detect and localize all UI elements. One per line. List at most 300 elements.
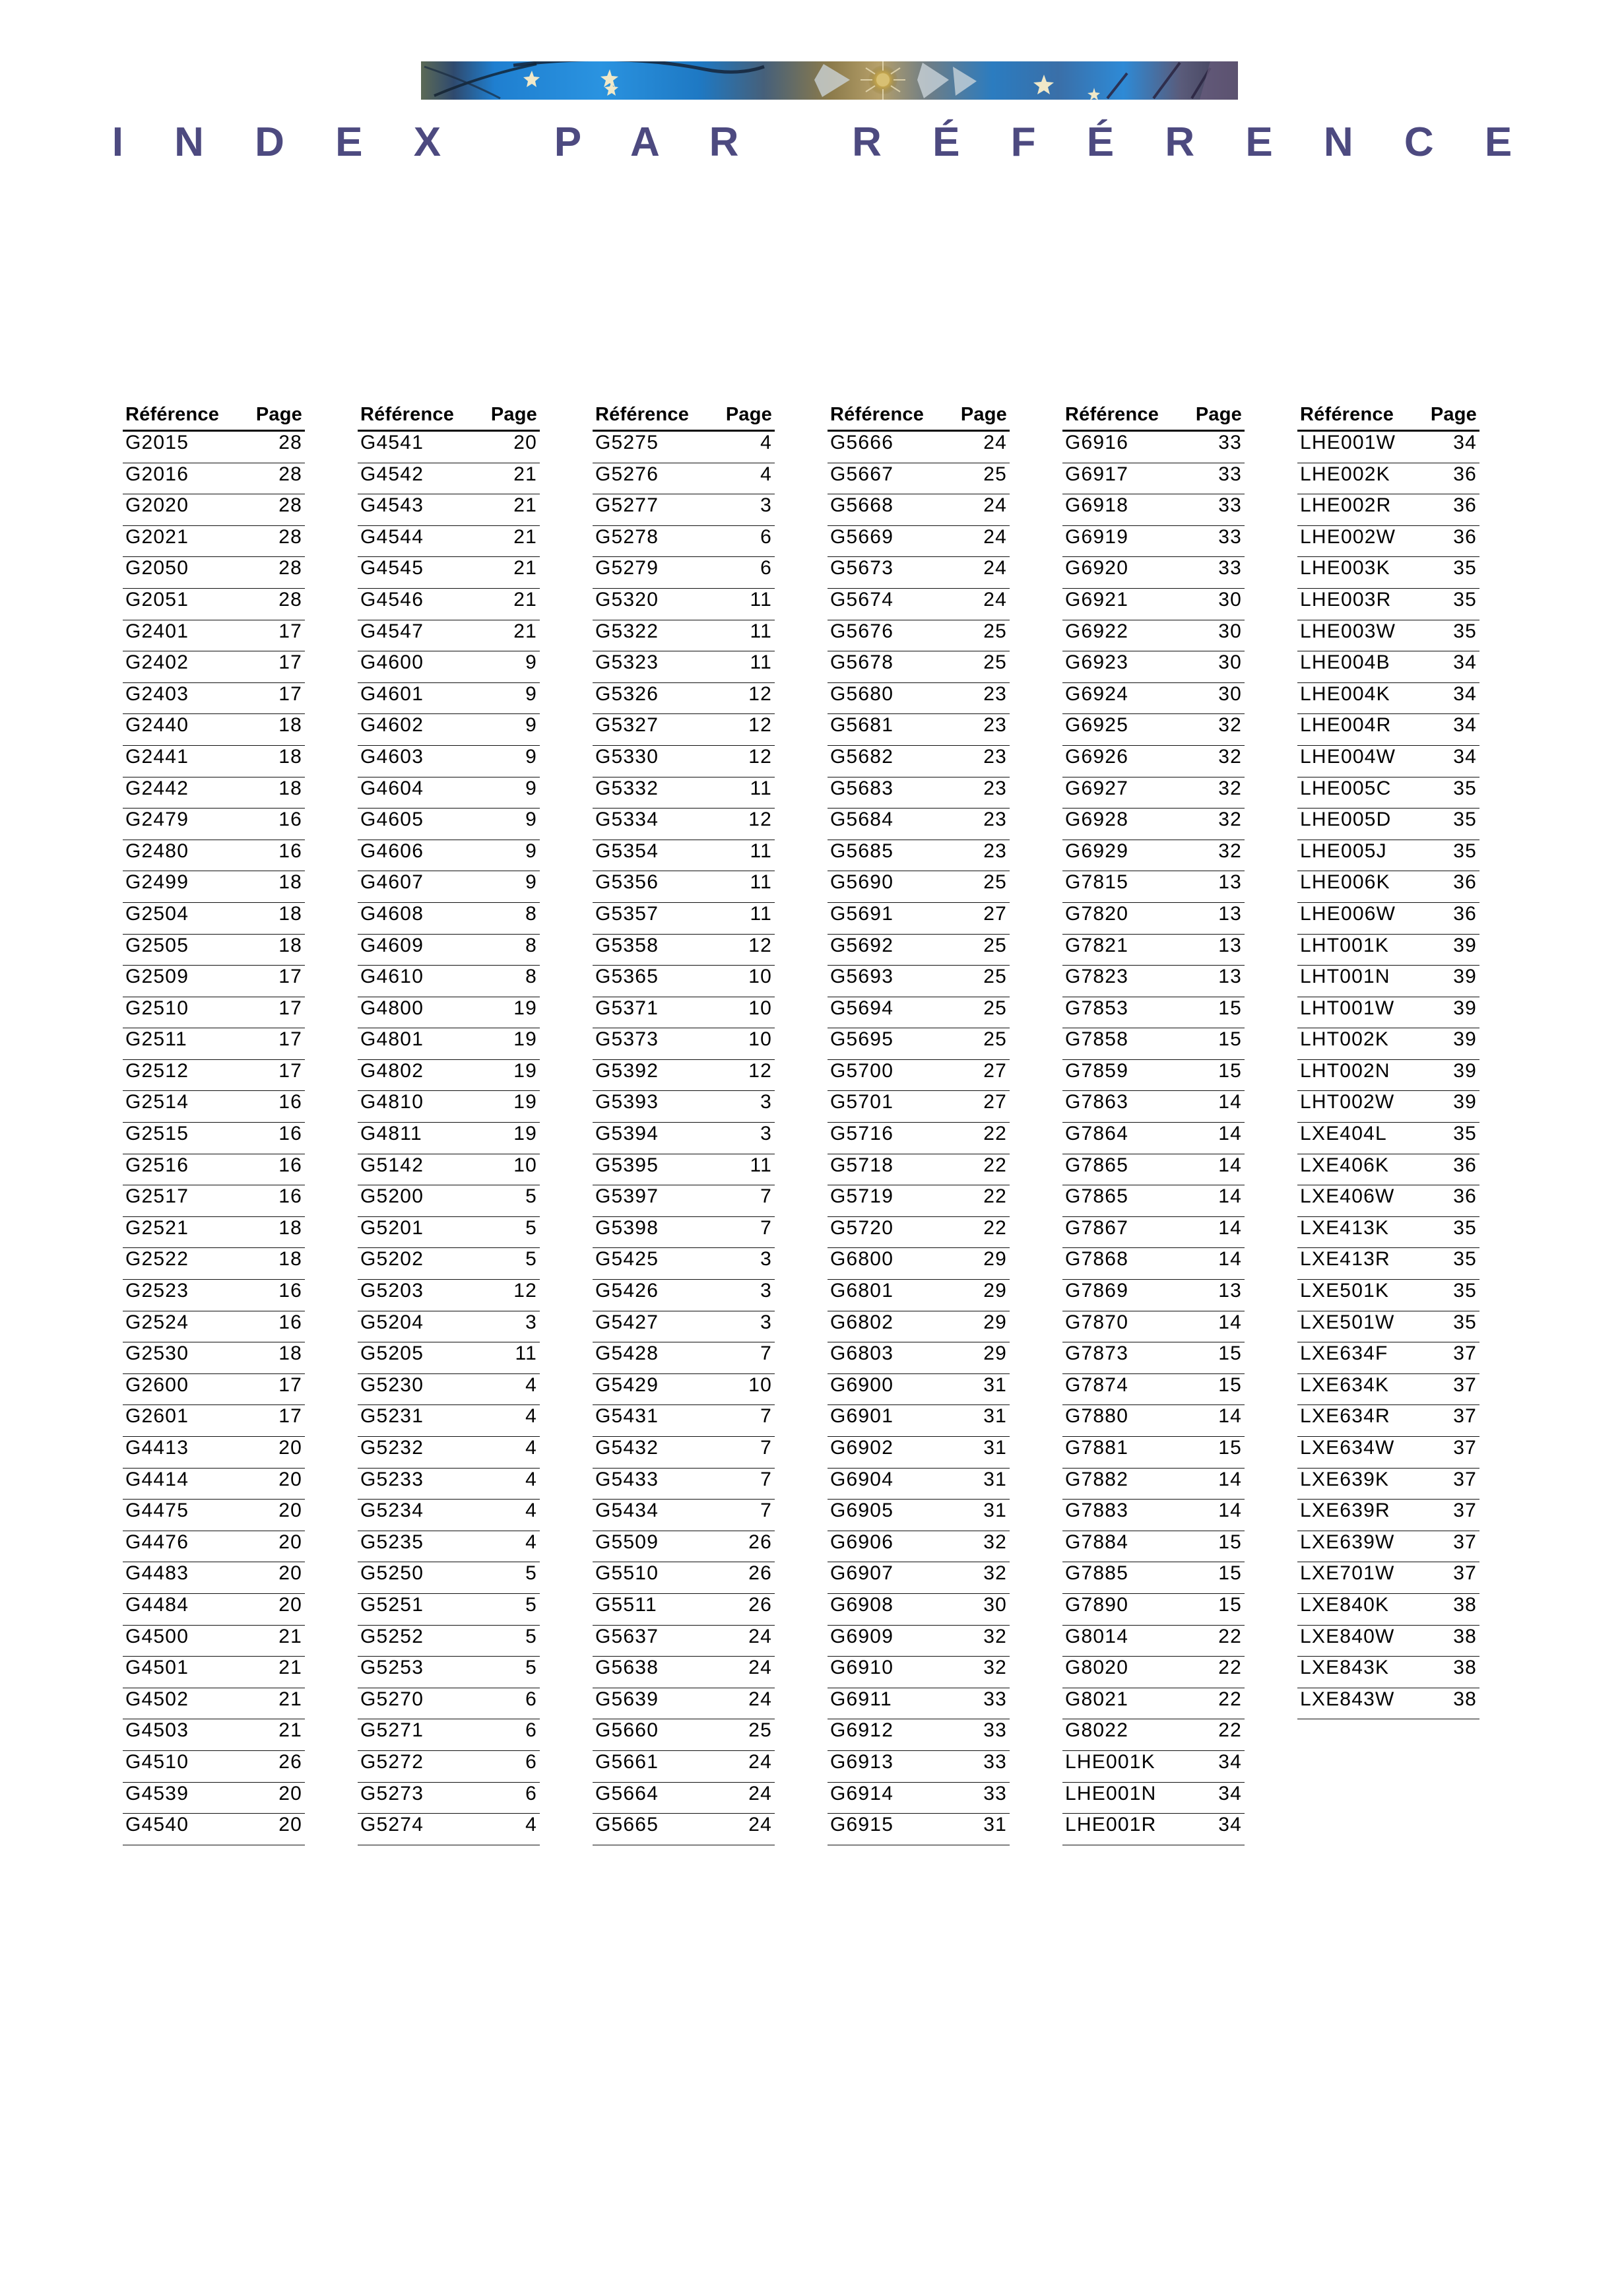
table-row[interactable]	[1297, 746, 1479, 777]
table-row[interactable]	[828, 1405, 1010, 1437]
table-row[interactable]	[1062, 1594, 1245, 1626]
table-row[interactable]	[123, 1154, 305, 1186]
table-row[interactable]	[1297, 966, 1479, 997]
table-row[interactable]	[1297, 1405, 1479, 1437]
table-row[interactable]	[358, 1562, 540, 1594]
table-row[interactable]	[358, 871, 540, 903]
cell-page: 23	[983, 840, 1007, 862]
table-row[interactable]	[593, 1688, 775, 1720]
table-row[interactable]	[1062, 809, 1245, 840]
table-row[interactable]	[1297, 997, 1479, 1029]
table-row[interactable]	[828, 777, 1010, 809]
table-row[interactable]	[358, 997, 540, 1029]
cell-page: 37	[1453, 1500, 1477, 1522]
table-row[interactable]	[358, 463, 540, 495]
table-row[interactable]	[1062, 1311, 1245, 1343]
table-row[interactable]	[1062, 1469, 1245, 1500]
table-row[interactable]	[1062, 463, 1245, 495]
table-row[interactable]	[123, 1531, 305, 1563]
table-row[interactable]	[123, 1719, 305, 1751]
table-row[interactable]	[828, 1374, 1010, 1406]
table-row[interactable]	[123, 840, 305, 872]
cell-page: 35	[1453, 1123, 1477, 1145]
table-row[interactable]	[123, 1594, 305, 1626]
cell-page: 21	[278, 1625, 302, 1647]
cell-reference: G5250	[360, 1562, 424, 1585]
table-row[interactable]	[828, 1719, 1010, 1751]
table-row[interactable]	[1297, 1374, 1479, 1406]
table-row[interactable]	[358, 1783, 540, 1814]
cell-reference: LXE840K	[1300, 1593, 1390, 1616]
table-row[interactable]	[1297, 651, 1479, 683]
table-row[interactable]	[1062, 1091, 1245, 1123]
table-row[interactable]	[1297, 1500, 1479, 1531]
cell-reference: G5279	[595, 557, 659, 579]
table-row[interactable]	[593, 1091, 775, 1123]
cell-page: 26	[748, 1531, 772, 1553]
table-row[interactable]	[1062, 1248, 1245, 1280]
table-row[interactable]	[1297, 432, 1479, 463]
table-row[interactable]	[1297, 1626, 1479, 1657]
table-row[interactable]	[123, 1814, 305, 1845]
cell-reference: G6906	[830, 1531, 894, 1553]
table-row[interactable]	[1297, 557, 1479, 589]
table-row[interactable]	[123, 1688, 305, 1720]
table-row[interactable]	[828, 1626, 1010, 1657]
table-row[interactable]	[1062, 777, 1245, 809]
table-row[interactable]	[593, 809, 775, 840]
table-row[interactable]	[1297, 1091, 1479, 1123]
table-row[interactable]	[593, 1280, 775, 1311]
table-row[interactable]	[123, 1342, 305, 1374]
table-row[interactable]	[593, 1814, 775, 1845]
table-row[interactable]	[1062, 1060, 1245, 1092]
table-row[interactable]	[593, 1405, 775, 1437]
table-row[interactable]	[1062, 1751, 1245, 1783]
table-row[interactable]	[1062, 1342, 1245, 1374]
table-row[interactable]	[593, 620, 775, 652]
table-row[interactable]	[123, 966, 305, 997]
table-row[interactable]	[1297, 1342, 1479, 1374]
table-row[interactable]	[123, 903, 305, 935]
table-row[interactable]	[358, 1154, 540, 1186]
table-row[interactable]	[123, 1374, 305, 1406]
table-row[interactable]	[123, 1751, 305, 1783]
table-row[interactable]	[593, 1311, 775, 1343]
table-row[interactable]	[358, 1814, 540, 1845]
table-row[interactable]	[593, 935, 775, 966]
table-row[interactable]	[1297, 463, 1479, 495]
table-row[interactable]	[1297, 1217, 1479, 1249]
table-row[interactable]	[358, 1185, 540, 1217]
table-row[interactable]	[123, 526, 305, 558]
cell-reference: G6904	[830, 1468, 894, 1490]
table-row[interactable]	[828, 966, 1010, 997]
table-row[interactable]	[358, 1374, 540, 1406]
table-row[interactable]	[1062, 1185, 1245, 1217]
table-row[interactable]	[593, 1248, 775, 1280]
cell-page: 11	[750, 588, 772, 611]
table-row[interactable]	[1062, 746, 1245, 777]
table-row[interactable]	[593, 494, 775, 526]
table-row[interactable]	[593, 1060, 775, 1092]
table-row[interactable]	[828, 1185, 1010, 1217]
cell-reference: G6920	[1065, 557, 1129, 579]
table-row[interactable]	[123, 1028, 305, 1060]
table-row[interactable]	[593, 557, 775, 589]
table-row[interactable]	[593, 1469, 775, 1500]
table-row[interactable]	[828, 1123, 1010, 1154]
table-row[interactable]	[1297, 777, 1479, 809]
table-row[interactable]	[1297, 1469, 1479, 1500]
table-row[interactable]	[1062, 903, 1245, 935]
table-row[interactable]	[1062, 1719, 1245, 1751]
table-row[interactable]	[593, 871, 775, 903]
table-row[interactable]	[123, 1469, 305, 1500]
table-row[interactable]	[828, 1280, 1010, 1311]
table-row[interactable]	[593, 1531, 775, 1563]
table-row[interactable]	[593, 1562, 775, 1594]
table-row[interactable]	[123, 557, 305, 589]
table-row[interactable]	[1062, 1437, 1245, 1469]
table-row[interactable]	[1297, 935, 1479, 966]
table-row[interactable]	[593, 526, 775, 558]
cell-reference: LHT001W	[1300, 997, 1395, 1019]
table-row[interactable]	[593, 651, 775, 683]
table-row[interactable]	[828, 589, 1010, 620]
table-row[interactable]	[358, 1437, 540, 1469]
table-row[interactable]	[828, 1342, 1010, 1374]
table-row[interactable]	[593, 463, 775, 495]
table-row[interactable]	[1297, 1311, 1479, 1343]
table-row[interactable]	[358, 1311, 540, 1343]
table-row[interactable]	[1062, 526, 1245, 558]
table-row[interactable]	[358, 1217, 540, 1249]
cell-page: 11	[750, 620, 772, 642]
table-row[interactable]	[593, 1657, 775, 1688]
table-row[interactable]	[1062, 620, 1245, 652]
table-row[interactable]	[358, 1719, 540, 1751]
table-row[interactable]	[1297, 1154, 1479, 1186]
table-row[interactable]	[828, 935, 1010, 966]
table-row[interactable]	[1297, 1594, 1479, 1626]
table-row[interactable]	[1062, 651, 1245, 683]
table-row[interactable]	[1297, 1688, 1479, 1720]
table-row[interactable]	[358, 1531, 540, 1563]
table-row[interactable]	[123, 1783, 305, 1814]
table-row[interactable]	[1297, 1280, 1479, 1311]
table-row[interactable]	[123, 1311, 305, 1343]
table-row[interactable]	[1297, 1185, 1479, 1217]
table-row[interactable]	[123, 714, 305, 746]
table-row[interactable]	[123, 1437, 305, 1469]
table-row[interactable]	[1062, 1688, 1245, 1720]
table-row[interactable]	[828, 463, 1010, 495]
table-row[interactable]	[828, 1060, 1010, 1092]
table-row[interactable]	[593, 1783, 775, 1814]
table-row[interactable]	[593, 1123, 775, 1154]
table-row[interactable]	[1062, 1028, 1245, 1060]
cell-page: 17	[278, 1373, 302, 1396]
table-row[interactable]	[358, 1091, 540, 1123]
table-row[interactable]	[123, 1562, 305, 1594]
cell-reference: G5270	[360, 1688, 424, 1710]
table-row[interactable]	[1297, 903, 1479, 935]
column-header	[358, 404, 540, 432]
table-row[interactable]	[1297, 1123, 1479, 1154]
table-row[interactable]	[123, 463, 305, 495]
table-row[interactable]	[358, 777, 540, 809]
table-row[interactable]	[828, 1751, 1010, 1783]
table-row[interactable]	[828, 1248, 1010, 1280]
table-row[interactable]	[593, 746, 775, 777]
cell-reference: G7881	[1065, 1437, 1129, 1459]
table-row[interactable]	[593, 1751, 775, 1783]
table-row[interactable]	[1297, 840, 1479, 872]
table-row[interactable]	[123, 871, 305, 903]
table-row[interactable]	[828, 1594, 1010, 1626]
table-row[interactable]	[1062, 997, 1245, 1029]
table-row[interactable]	[358, 494, 540, 526]
table-row[interactable]	[358, 432, 540, 463]
cell-page: 22	[983, 1123, 1007, 1145]
table-row[interactable]	[593, 1342, 775, 1374]
table-row[interactable]	[123, 1091, 305, 1123]
table-row[interactable]	[358, 966, 540, 997]
table-row[interactable]	[1062, 1374, 1245, 1406]
table-row[interactable]	[1062, 1123, 1245, 1154]
table-row[interactable]	[593, 903, 775, 935]
table-row[interactable]	[358, 1028, 540, 1060]
table-row[interactable]	[593, 1594, 775, 1626]
table-row[interactable]	[1062, 1154, 1245, 1186]
table-row[interactable]	[593, 1028, 775, 1060]
table-row[interactable]	[1297, 809, 1479, 840]
table-row[interactable]	[358, 526, 540, 558]
table-row[interactable]	[828, 494, 1010, 526]
table-row[interactable]	[1062, 1500, 1245, 1531]
table-row[interactable]	[123, 1248, 305, 1280]
table-row[interactable]	[358, 1688, 540, 1720]
cell-reference: LXE501K	[1300, 1280, 1390, 1302]
table-row[interactable]	[828, 1154, 1010, 1186]
table-row[interactable]	[593, 997, 775, 1029]
cell-page: 9	[525, 651, 537, 674]
table-row[interactable]	[828, 1688, 1010, 1720]
table-row[interactable]	[123, 1217, 305, 1249]
table-row[interactable]	[593, 1154, 775, 1186]
table-row[interactable]	[1297, 1531, 1479, 1563]
table-row[interactable]	[1062, 935, 1245, 966]
table-row[interactable]	[123, 1657, 305, 1688]
cell-page: 4	[525, 1531, 537, 1553]
table-row[interactable]	[1062, 683, 1245, 715]
header-page-label: Page	[255, 404, 302, 425]
table-row[interactable]	[593, 1217, 775, 1249]
table-row[interactable]	[1062, 1217, 1245, 1249]
table-row[interactable]	[123, 494, 305, 526]
cell-page: 28	[278, 432, 302, 453]
table-row[interactable]	[828, 1028, 1010, 1060]
table-row[interactable]	[358, 651, 540, 683]
table-row[interactable]	[1297, 1028, 1479, 1060]
table-row[interactable]	[358, 1405, 540, 1437]
table-row[interactable]	[358, 840, 540, 872]
table-row[interactable]	[593, 966, 775, 997]
table-row[interactable]	[1297, 1562, 1479, 1594]
table-row[interactable]	[828, 746, 1010, 777]
table-row[interactable]	[358, 1657, 540, 1688]
table-row[interactable]	[358, 903, 540, 935]
table-row[interactable]	[123, 620, 305, 652]
table-row[interactable]	[1297, 1060, 1479, 1092]
table-row[interactable]	[828, 1091, 1010, 1123]
table-row[interactable]	[358, 1060, 540, 1092]
table-row[interactable]	[593, 1374, 775, 1406]
table-row[interactable]	[358, 809, 540, 840]
table-row[interactable]	[593, 777, 775, 809]
table-row[interactable]	[593, 432, 775, 463]
table-row[interactable]	[358, 557, 540, 589]
table-row[interactable]	[828, 1500, 1010, 1531]
table-row[interactable]	[593, 1437, 775, 1469]
table-row[interactable]	[828, 651, 1010, 683]
table-row[interactable]	[358, 1594, 540, 1626]
table-row[interactable]	[358, 1123, 540, 1154]
table-row[interactable]	[828, 840, 1010, 872]
table-row[interactable]	[828, 1657, 1010, 1688]
table-row[interactable]	[828, 557, 1010, 589]
table-row[interactable]	[828, 1437, 1010, 1469]
table-row[interactable]	[358, 1751, 540, 1783]
table-row[interactable]	[828, 903, 1010, 935]
table-row[interactable]	[123, 809, 305, 840]
table-row[interactable]	[358, 1500, 540, 1531]
table-row[interactable]	[1297, 1248, 1479, 1280]
table-row[interactable]	[828, 1531, 1010, 1563]
table-row[interactable]	[1297, 526, 1479, 558]
table-row[interactable]	[593, 714, 775, 746]
table-row[interactable]	[828, 620, 1010, 652]
cell-page: 30	[1218, 651, 1242, 674]
table-row[interactable]	[123, 935, 305, 966]
table-row[interactable]	[1062, 494, 1245, 526]
table-row[interactable]	[1297, 1437, 1479, 1469]
table-row[interactable]	[1297, 683, 1479, 715]
table-row[interactable]	[1062, 1531, 1245, 1563]
table-row[interactable]	[123, 589, 305, 620]
table-row[interactable]	[358, 1626, 540, 1657]
cell-reference: G5701	[830, 1091, 894, 1113]
table-row[interactable]	[1062, 1405, 1245, 1437]
table-row[interactable]	[1297, 714, 1479, 746]
table-row[interactable]	[1062, 840, 1245, 872]
table-row[interactable]	[1297, 871, 1479, 903]
table-row[interactable]	[828, 1814, 1010, 1845]
table-row[interactable]	[123, 997, 305, 1029]
table-row[interactable]	[1062, 557, 1245, 589]
table-row[interactable]	[593, 1500, 775, 1531]
table-row[interactable]	[358, 589, 540, 620]
cell-reference: G5271	[360, 1719, 424, 1742]
table-row[interactable]	[828, 1783, 1010, 1814]
cell-page: 14	[1218, 1123, 1242, 1145]
table-row[interactable]	[123, 651, 305, 683]
table-row[interactable]	[828, 1469, 1010, 1500]
table-row[interactable]	[593, 1719, 775, 1751]
cell-reference: G5277	[595, 494, 659, 517]
table-row[interactable]	[1297, 589, 1479, 620]
table-row[interactable]	[828, 683, 1010, 715]
table-row[interactable]	[1297, 620, 1479, 652]
table-row[interactable]	[123, 1280, 305, 1311]
table-row[interactable]	[123, 1405, 305, 1437]
table-row[interactable]	[593, 1626, 775, 1657]
table-row[interactable]	[358, 620, 540, 652]
table-row[interactable]	[1062, 1814, 1245, 1845]
table-row[interactable]	[358, 1469, 540, 1500]
table-row[interactable]	[358, 1342, 540, 1374]
table-row[interactable]	[1062, 1280, 1245, 1311]
cell-page: 32	[983, 1625, 1007, 1647]
table-row[interactable]	[123, 746, 305, 777]
table-row[interactable]	[1062, 1626, 1245, 1657]
table-row[interactable]	[593, 683, 775, 715]
table-row[interactable]	[1062, 432, 1245, 463]
table-row[interactable]	[1062, 1783, 1245, 1814]
table-row[interactable]	[123, 683, 305, 715]
table-row[interactable]	[828, 714, 1010, 746]
table-row[interactable]	[358, 1248, 540, 1280]
table-row[interactable]	[358, 935, 540, 966]
table-row[interactable]	[1062, 714, 1245, 746]
table-row[interactable]	[358, 714, 540, 746]
table-row[interactable]	[1062, 589, 1245, 620]
table-row[interactable]	[593, 589, 775, 620]
table-row[interactable]	[1062, 871, 1245, 903]
table-row[interactable]	[593, 840, 775, 872]
table-row[interactable]	[828, 1311, 1010, 1343]
table-row[interactable]	[828, 432, 1010, 463]
table-row[interactable]	[1062, 966, 1245, 997]
table-row[interactable]	[123, 1185, 305, 1217]
table-row[interactable]	[593, 1185, 775, 1217]
table-row[interactable]	[358, 1280, 540, 1311]
table-row[interactable]	[828, 1217, 1010, 1249]
table-row[interactable]	[1297, 1657, 1479, 1688]
cell-reference: G2523	[125, 1280, 189, 1302]
table-row[interactable]	[123, 1123, 305, 1154]
table-row[interactable]	[828, 526, 1010, 558]
table-row[interactable]	[1062, 1562, 1245, 1594]
table-row[interactable]	[828, 871, 1010, 903]
table-row[interactable]	[828, 1562, 1010, 1594]
table-row[interactable]	[828, 809, 1010, 840]
cell-reference: G2522	[125, 1248, 189, 1271]
table-row[interactable]	[123, 1626, 305, 1657]
table-row[interactable]	[123, 777, 305, 809]
table-row[interactable]	[123, 1500, 305, 1531]
table-row[interactable]	[358, 746, 540, 777]
cell-reference: LXE843K	[1300, 1657, 1390, 1679]
table-row[interactable]	[1062, 1657, 1245, 1688]
table-row[interactable]	[123, 432, 305, 463]
cell-page: 7	[760, 1405, 772, 1428]
table-row[interactable]	[828, 997, 1010, 1029]
table-row[interactable]	[1297, 494, 1479, 526]
table-row[interactable]	[123, 1060, 305, 1092]
table-row[interactable]	[358, 683, 540, 715]
